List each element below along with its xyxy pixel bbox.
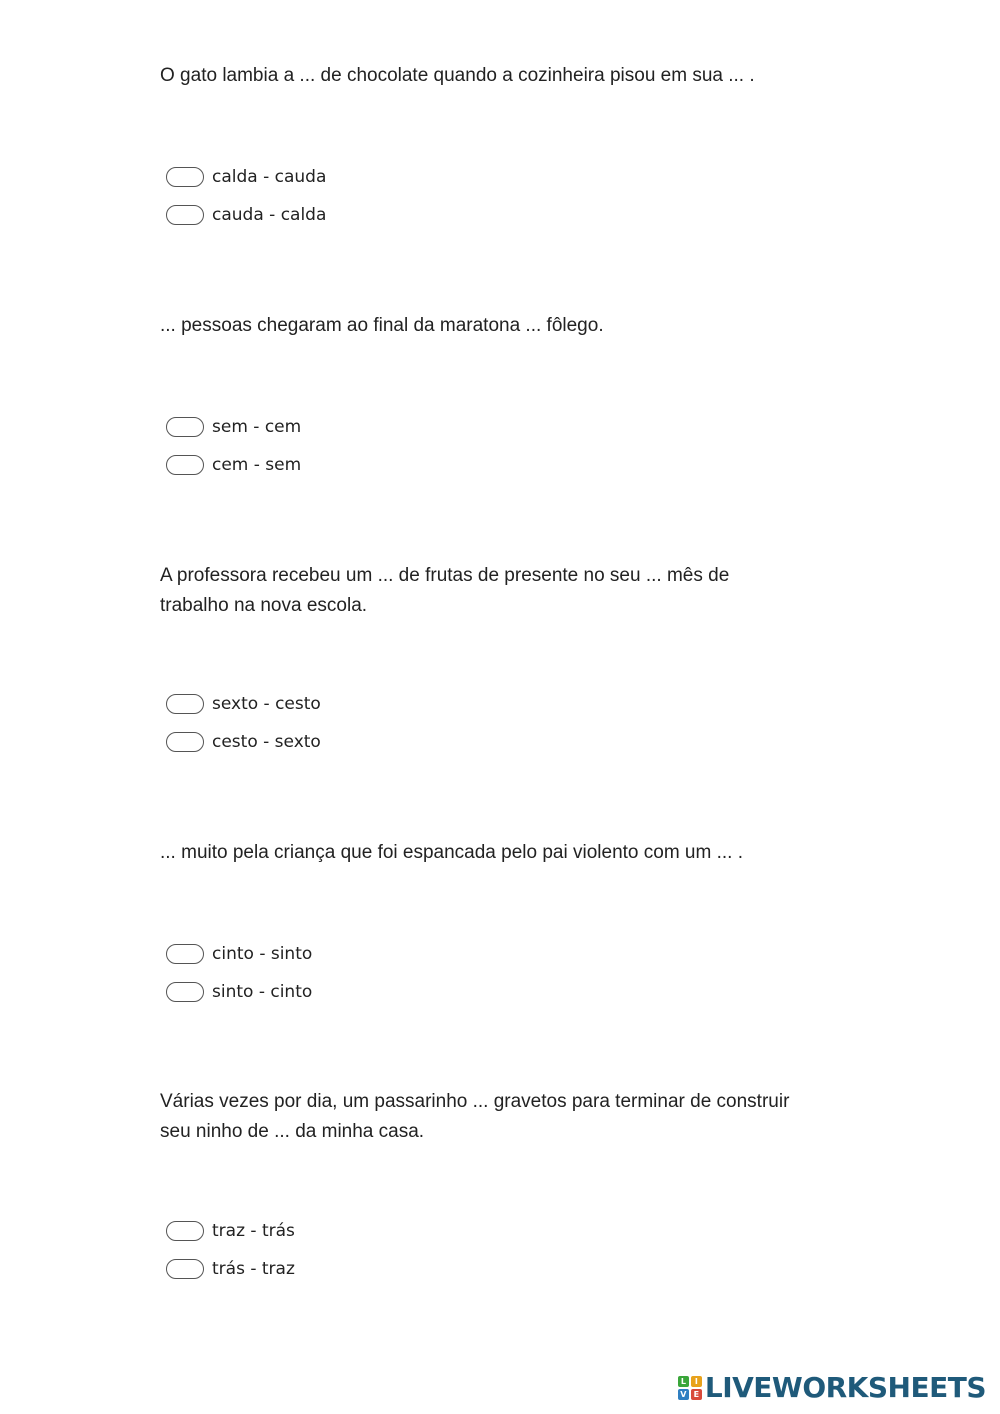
question-3-text: A professora recebeu um ... de frutas de presente no seu ... mês de trabalho na nova escola. xyxy=(160,565,730,616)
option-label: trás - traz xyxy=(212,1259,295,1279)
brand-footer xyxy=(678,1371,986,1404)
question-2-option-2[interactable] xyxy=(166,453,301,477)
option-label: sexto - cesto xyxy=(212,694,321,714)
question-5-option-1[interactable] xyxy=(166,1219,295,1243)
answer-option-box[interactable] xyxy=(166,1221,204,1241)
option-label: cem - sem xyxy=(212,455,302,475)
logo-tile-i: I xyxy=(691,1376,702,1387)
answer-option-box[interactable] xyxy=(166,982,204,1002)
answer-option-box[interactable] xyxy=(166,205,204,225)
question-4-text: ... muito pela criança que foi espancada pelo pai violento com um ... . xyxy=(160,842,743,863)
question-1-text: O gato lambia a ... de chocolate quando a cozinheira pisou em sua ... . xyxy=(160,65,755,86)
liveworksheets-logo-icon xyxy=(678,1376,702,1400)
answer-option-box[interactable] xyxy=(166,732,204,752)
question-1-option-2[interactable] xyxy=(166,203,326,227)
question-3-option-1[interactable] xyxy=(166,692,321,716)
question-5-option-2[interactable] xyxy=(166,1257,295,1281)
option-label: traz - trás xyxy=(212,1221,295,1241)
brand-name: LIVEWORKSHEETS xyxy=(704,1371,986,1404)
question-4-option-1[interactable] xyxy=(166,942,312,966)
option-label: cinto - sinto xyxy=(212,944,313,964)
option-label: calda - cauda xyxy=(212,167,327,187)
question-4-option-2[interactable] xyxy=(166,980,312,1004)
answer-option-box[interactable] xyxy=(166,417,204,437)
question-2-option-1[interactable] xyxy=(166,415,301,439)
option-label: sem - cem xyxy=(212,417,302,437)
question-5-text: Várias vezes por dia, um passarinho ... gravetos para terminar de construir seu ninho de ... da minha casa. xyxy=(160,1091,790,1142)
logo-tile-l: L xyxy=(678,1376,689,1387)
question-3-option-2[interactable] xyxy=(166,730,321,754)
logo-tile-e: E xyxy=(691,1389,702,1400)
answer-option-box[interactable] xyxy=(166,694,204,714)
answer-option-box[interactable] xyxy=(166,455,204,475)
logo-tile-v: V xyxy=(678,1389,689,1400)
option-label: sinto - cinto xyxy=(212,982,313,1002)
question-1-option-1[interactable] xyxy=(166,165,326,189)
answer-option-box[interactable] xyxy=(166,944,204,964)
answer-option-box[interactable] xyxy=(166,167,204,187)
option-label: cesto - sexto xyxy=(212,732,321,752)
question-2-text: ... pessoas chegaram ao final da maratona ... fôlego. xyxy=(160,315,604,336)
answer-option-box[interactable] xyxy=(166,1259,204,1279)
option-label: cauda - calda xyxy=(212,205,327,225)
